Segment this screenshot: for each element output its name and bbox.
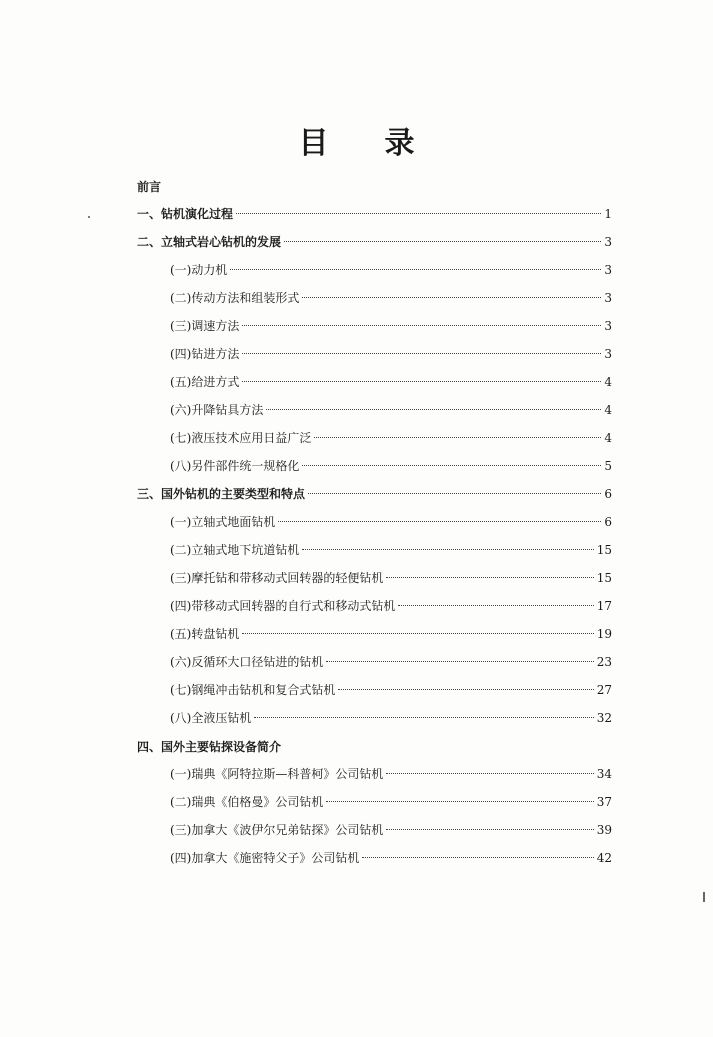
leader-dots — [266, 409, 601, 410]
toc-section[interactable] — [170, 849, 612, 867]
toc-section[interactable] — [170, 513, 612, 531]
leader-dots — [302, 297, 601, 298]
toc-page-number: 17 — [596, 599, 612, 613]
toc-chapter-label: 三、国外钻机的主要类型和特点 — [137, 487, 306, 501]
toc-section-label: (八)全液压钻机 — [170, 711, 252, 725]
toc-page-number: 4 — [604, 403, 612, 417]
toc-page-number: 3 — [604, 235, 612, 249]
toc-page-number: 3 — [604, 263, 612, 277]
toc-page-number: 34 — [596, 767, 612, 781]
toc-page-number: 3 — [604, 347, 612, 361]
leader-dots — [302, 549, 593, 550]
leader-dots — [242, 381, 601, 382]
toc-section[interactable] — [170, 541, 612, 559]
leader-dots — [308, 493, 601, 494]
toc-section[interactable] — [170, 345, 612, 363]
toc-chapter-label: 一、钻机演化过程 — [137, 207, 234, 221]
toc-section[interactable] — [170, 681, 612, 699]
leader-dots — [254, 717, 593, 718]
toc-page-number: 37 — [596, 795, 612, 809]
toc-section-label: (三)加拿大《波伊尔兄弟钻探》公司钻机 — [170, 823, 384, 837]
toc-page-number: 27 — [596, 683, 612, 697]
toc-section-label: (二)立轴式地下坑道钻机 — [170, 543, 300, 557]
leader-dots — [242, 353, 601, 354]
toc-section[interactable] — [170, 765, 612, 783]
toc-section[interactable] — [170, 625, 612, 643]
toc-chapter-2[interactable] — [137, 233, 612, 251]
toc-section-label: (七)液压技术应用日益广泛 — [170, 431, 312, 445]
toc-section-label: (六)反循环大口径钻进的钻机 — [170, 655, 324, 669]
toc-preface[interactable]: 前言 — [137, 180, 162, 194]
leader-dots — [230, 269, 601, 270]
toc-section-label: (五)给进方式 — [170, 375, 240, 389]
toc-section-label: (四)钻进方法 — [170, 347, 240, 361]
title-char-2: 录 — [384, 126, 415, 161]
toc-section-label: (四)带移动式回转器的自行式和移动式钻机 — [170, 599, 396, 613]
toc-section-label: (一)瑞典《阿特拉斯—科普柯》公司钻机 — [170, 767, 384, 781]
toc-section[interactable] — [170, 317, 612, 335]
toc-page-number: 19 — [596, 627, 612, 641]
toc-chapter-4[interactable]: 四、国外主要钻探设备简介 — [137, 740, 282, 754]
toc-page-number: 1 — [604, 207, 612, 221]
toc-section-label: (五)转盘钻机 — [170, 627, 240, 641]
toc-page-number: 15 — [596, 571, 612, 585]
toc-section-label: (二)传动方法和组装形式 — [170, 291, 300, 305]
toc-page-number: 5 — [604, 459, 612, 473]
toc-page-number: 23 — [596, 655, 612, 669]
toc-section[interactable] — [170, 709, 612, 727]
leader-dots — [338, 689, 593, 690]
toc-chapter-1[interactable] — [137, 205, 612, 223]
leader-dots — [284, 241, 601, 242]
leader-dots — [242, 633, 593, 634]
leader-dots — [236, 213, 601, 214]
toc-section[interactable] — [170, 429, 612, 447]
toc-chapter-label: 二、立轴式岩心钻机的发展 — [137, 235, 282, 249]
toc-page-number: 6 — [604, 487, 612, 501]
leader-dots — [398, 605, 593, 606]
toc-page-number: 6 — [604, 515, 612, 529]
title-char-1: 目 — [298, 126, 329, 161]
toc-section[interactable] — [170, 289, 612, 307]
toc-section-label: (三)摩托钻和带移动式回转器的轻便钻机 — [170, 571, 384, 585]
toc-section[interactable] — [170, 821, 612, 839]
toc-page-number: 4 — [604, 375, 612, 389]
toc-page-number: 15 — [596, 543, 612, 557]
leader-dots — [386, 577, 593, 578]
toc-section-label: (六)升降钻具方法 — [170, 403, 264, 417]
toc-chapter-3[interactable] — [137, 485, 612, 503]
leader-dots — [314, 437, 601, 438]
toc-section-label: (四)加拿大《施密特父子》公司钻机 — [170, 851, 360, 865]
leader-dots — [278, 521, 601, 522]
toc-section[interactable] — [170, 401, 612, 419]
toc-page-number: 42 — [596, 851, 612, 865]
page-title — [0, 118, 713, 162]
leader-dots — [242, 325, 601, 326]
toc-page-number: 32 — [596, 711, 612, 725]
leader-dots — [386, 829, 593, 830]
toc-section-label: (二)瑞典《伯格曼》公司钻机 — [170, 795, 324, 809]
toc-section[interactable] — [170, 373, 612, 391]
toc-section-label: (一)立轴式地面钻机 — [170, 515, 276, 529]
toc-page-number: 3 — [604, 319, 612, 333]
toc-section-label: (八)另件部件统一规格化 — [170, 459, 300, 473]
scan-speck — [88, 216, 90, 218]
toc-section[interactable] — [170, 597, 612, 615]
toc-section[interactable] — [170, 457, 612, 475]
leader-dots — [302, 465, 601, 466]
toc-section[interactable] — [170, 261, 612, 279]
toc-page-number: 4 — [604, 431, 612, 445]
toc-section-label: (三)调速方法 — [170, 319, 240, 333]
toc-section[interactable] — [170, 653, 612, 671]
toc-page-number: 3 — [604, 291, 612, 305]
leader-dots — [386, 773, 593, 774]
toc-section-label: (一)动力机 — [170, 263, 228, 277]
scan-edge-mark — [703, 892, 705, 902]
leader-dots — [326, 801, 593, 802]
leader-dots — [326, 661, 593, 662]
leader-dots — [362, 857, 593, 858]
toc-section-label: (七)钢绳冲击钻机和复合式钻机 — [170, 683, 336, 697]
toc-section[interactable] — [170, 793, 612, 811]
toc-page-number: 39 — [596, 823, 612, 837]
toc-section[interactable] — [170, 569, 612, 587]
